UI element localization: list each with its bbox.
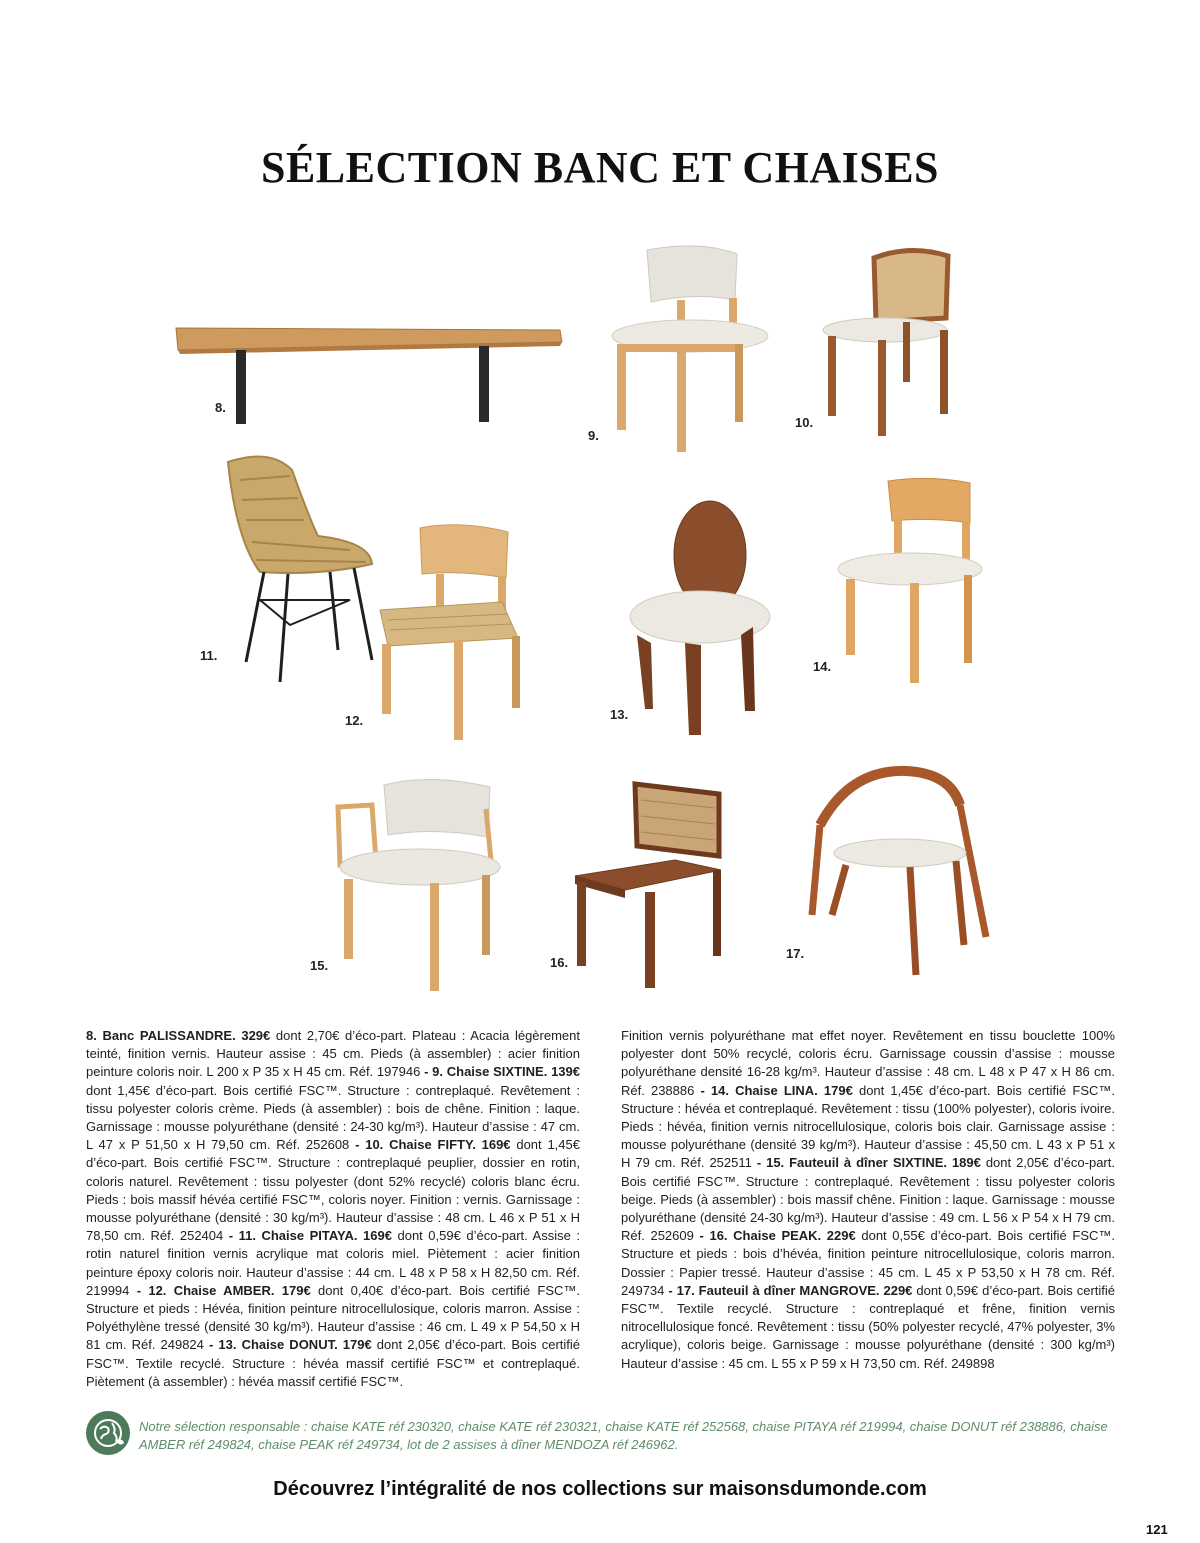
bench-icon bbox=[170, 320, 570, 430]
product-9-chair bbox=[585, 240, 760, 460]
product-number: 9. bbox=[588, 428, 599, 443]
product-14-text: dont 1,45€ d’éco-part. Bois certifié FSC™. Structure : hévéa et contreplaqué. Revêtement : tissu (100% polyester), coloris ivoire. Pieds : hévéa, finition vernis nitrocellulosique, coloris bois clair. Garnissage assise : mousse polyuréthane (densité 39 kg/m³). Hauteur d’assise : 45,50 cm. L 43 x P 51 x H 79 cm. Réf. 252511 bbox=[621, 1082, 1115, 1171]
product-9-text: dont 1,45€ d’éco-part. Bois certifié FSC™. Structure : contreplaqué. Revêtement : tissu polyester coloris crème. Pieds (à assembler) : bois de chêne. Finition : laque. Garnissage : mousse polyuréthane (densité : 24-30 kg/m³). Hauteur d’assise : 47 cm. L 47 x P 51,50 x H 79,50 cm. Réf. 252608 bbox=[86, 1082, 580, 1153]
product-11-text: dont 0,59€ d’éco-part. Assise : rotin naturel finition vernis acrylique mat coloris miel. Piètement : acier finition peinture époxy coloris noir. Hauteur d’assise : 44 cm. L 48 x P 58 x H 82,50 cm. Réf. 219994 bbox=[86, 1228, 580, 1298]
product-number: 13. bbox=[610, 707, 629, 722]
eco-badge bbox=[86, 1411, 130, 1455]
chair-icon bbox=[585, 240, 760, 460]
product-14-chair bbox=[810, 475, 985, 690]
product-8-bench bbox=[170, 320, 570, 430]
product-number: 11. bbox=[200, 648, 218, 663]
product-number: 15. bbox=[310, 958, 329, 973]
product-13-text: dont 2,05€ d’éco-part. Bois certifié FSC™. Textile recyclé. Structure : hévéa massif certifié FSC™ et contreplaqué. Piètement (à assembler) : hévéa massif certifié FSC™. bbox=[86, 1337, 581, 1389]
product-10-heading: - 10. Chaise FIFTY. 169€ bbox=[355, 1137, 511, 1153]
product-number: 16. bbox=[550, 955, 569, 970]
product-11-heading: - 11. Chaise PITAYA. 169€ bbox=[228, 1228, 392, 1244]
product-13-text-continued: Finition vernis polyuréthane mat effet noyer. Revêtement en tissu bouclette 100% polyester dont 50% recyclé, coloris écru. Garnissage coussin d’assise : mousse polyuréthane densité 16-28 kg/m³. Hauteur d’assise : 48 cm. L 48 x P 47 x H 86 cm. Réf. 238886 bbox=[621, 1028, 1115, 1098]
product-8-heading: 8. Banc PALISSANDRE. 329€ bbox=[86, 1028, 271, 1043]
collections-cta: Découvrez l’intégralité de nos collections sur maisonsdumonde.com bbox=[273, 1478, 927, 1500]
page-number: 121 bbox=[1146, 1522, 1168, 1537]
product-15-heading: - 15. Fauteuil à dîner SIXTINE. 189€ bbox=[756, 1155, 981, 1171]
globe-leaf-icon bbox=[86, 1411, 130, 1455]
armchair-icon bbox=[310, 775, 500, 995]
product-14-heading: - 14. Chaise LINA. 179€ bbox=[700, 1082, 853, 1098]
chair-icon bbox=[605, 495, 795, 745]
eco-selection-note: Notre sélection responsable : chaise KATE réf 230320, chaise KATE réf 230321, chaise KATE réf 252568, chaise PITAYA réf 219994, chaise DONUT réf 238886, chaise AMBER réf 249824, chaise PEAK réf 249734, lot de 2 assises à dîner MENDOZA réf 246962. bbox=[139, 1419, 1108, 1452]
chair-icon bbox=[810, 475, 985, 690]
product-number: 12. bbox=[345, 713, 364, 728]
product-16-chair bbox=[545, 780, 735, 995]
product-15-armchair bbox=[310, 775, 500, 995]
product-12-text: dont 0,40€ d’éco-part. Bois certifié FSC™. Structure et pieds : Hévéa, finition peinture nitrocellulosique, coloris marron. Assise : Polyéthylène tressé (densité 30 kg/m³). Hauteur d’assise : 46 cm. L 49 x P 54,50 x H 81 cm. Réf. 249824 bbox=[86, 1282, 580, 1353]
product-number: 17. bbox=[786, 946, 805, 961]
description-column-left bbox=[86, 1027, 580, 1391]
armchair-icon bbox=[780, 765, 990, 980]
product-9-heading: - 9. Chaise SIXTINE. 139€ bbox=[424, 1064, 580, 1080]
product-number: 8. bbox=[215, 400, 226, 415]
product-8-text: dont 2,70€ d’éco-part. Plateau : Acacia légèrement teinté, finition vernis. Hauteur assise : 45 cm. Pieds (à assembler) : acier finition peinture coloris noir. L 200 x P 35 x H 45 cm. Réf. 197946 bbox=[86, 1028, 580, 1080]
product-17-armchair bbox=[780, 765, 990, 980]
product-13-chair bbox=[605, 495, 795, 745]
chair-icon bbox=[545, 780, 735, 995]
product-10-text: dont 1,45€ d’éco-part. Bois certifié FSC™. Structure : contreplaqué peuplier, dossier en rotin, coloris naturel. Revêtement : tissu polyester (dont 52% recyclé) coloris blanc écru. Pieds : bois massif hévéa certifié FSC™, coloris noyer. Finition : vernis. Garnissage : mousse polyuréthane (densité : 30 kg/m³). Hauteur d’assise : 48 cm. L 46 x P 51 x H 78,50 cm. Réf. 252404 bbox=[86, 1137, 580, 1244]
chair-icon bbox=[790, 240, 970, 450]
product-number: 14. bbox=[813, 659, 832, 674]
product-number: 10. bbox=[795, 415, 814, 430]
product-16-heading: - 16. Chaise PEAK. 229€ bbox=[699, 1228, 856, 1244]
chair-icon bbox=[340, 520, 530, 750]
product-17-text: dont 0,59€ d’éco-part. Bois certifié FSC™. Textile recyclé. Structure : contreplaqué et frêne, finition vernis nitrocellulosique foncé. Revêtement : tissu (50% polyester recyclé, 47% polyester, 3% acrylique), coloris beige. Garnissage : mousse polyuréthane (densité : 300 kg/m³) Hauteur d’assise : 45 cm. L 55 x P 59 x H 73,50 cm. Réf. 249898 bbox=[621, 1282, 1116, 1371]
product-17-heading: - 17. Fauteuil à dîner MANGROVE. 229€ bbox=[668, 1282, 913, 1298]
product-12-heading: - 12. Chaise AMBER. 179€ bbox=[136, 1282, 311, 1298]
description-column-right bbox=[621, 1027, 1115, 1373]
product-15-text: dont 2,05€ d’éco-part. Bois certifié FSC™. Structure : contreplaqué. Revêtement : tissu polyester coloris beige. Pieds (à assembler) : bois massif chêne. Finition : laque. Garnissage : mousse polyuréthane (densité 24-30 kg/m³). Hauteur d’assise : 49 cm. L 56 x P 54 x H 79 cm. Réf. 252609 bbox=[621, 1155, 1115, 1244]
product-16-text: dont 0,55€ d’éco-part. Bois certifié FSC™. Structure et pieds : bois d’hévéa, finition peinture nitrocellulosique, coloris marron. Dossier : Papier tressé. Hauteur d’assise : 45 cm. L 45 x P 53,50 x H 78 cm. Réf. 249734 bbox=[621, 1228, 1115, 1298]
product-13-heading: - 13. Chaise DONUT. 179€ bbox=[209, 1337, 372, 1353]
page-title: SÉLECTION BANC ET CHAISES bbox=[260, 143, 940, 192]
product-12-chair bbox=[340, 520, 530, 750]
product-10-chair bbox=[790, 240, 970, 450]
